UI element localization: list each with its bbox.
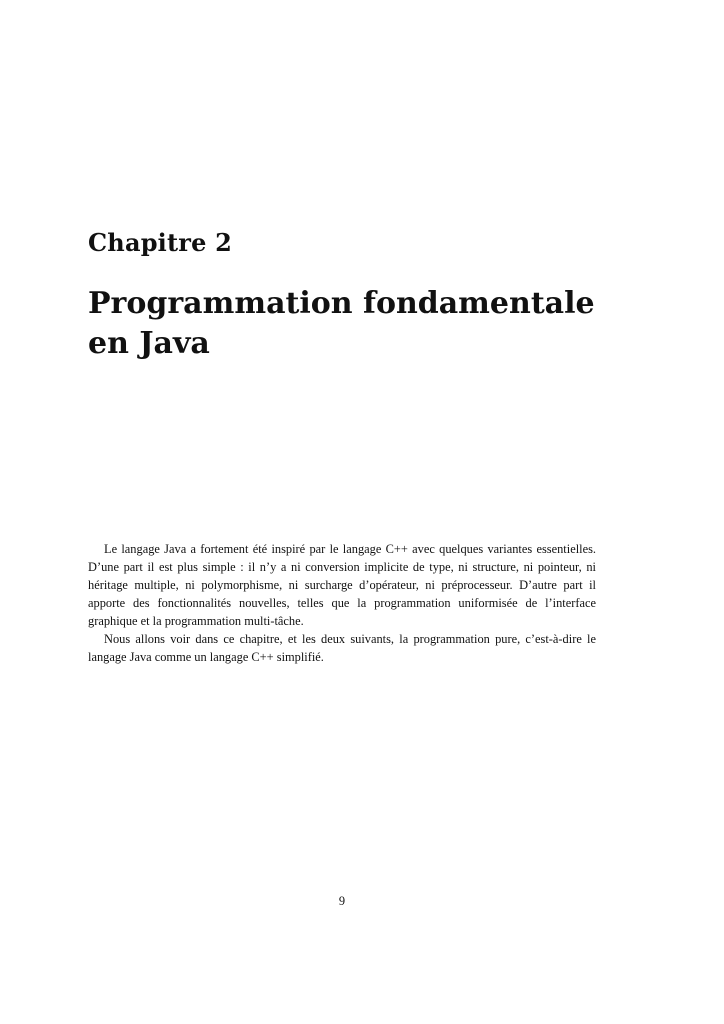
chapter-title: Programmation fondamentale en Java — [88, 286, 595, 361]
chapter-intro — [88, 540, 596, 666]
page-number: 9 — [338, 894, 346, 908]
paragraph-2: Nous allons voir dans ce chapitre, et les deux suivants, la programmation pure, c’est-à-dire le langage Java comme un langage C++ simplifié. — [88, 632, 596, 664]
chapter-label: Chapitre 2 — [88, 228, 233, 257]
paragraph-1: Le langage Java a fortement été inspiré par le langage C++ avec quelques variantes essentielles. D’une part il est plus simple : il n’y a ni conversion implicite de type, ni structure, ni pointeur, ni héritage multiple, ni polymorphisme, ni surcharge d’opérateur, ni préprocesseur. D’autre part il apporte des fonctionnalités nouvelles, telles que la programmation uniformisée de l’interface graphique et la programmation multi-tâche. — [88, 542, 596, 628]
